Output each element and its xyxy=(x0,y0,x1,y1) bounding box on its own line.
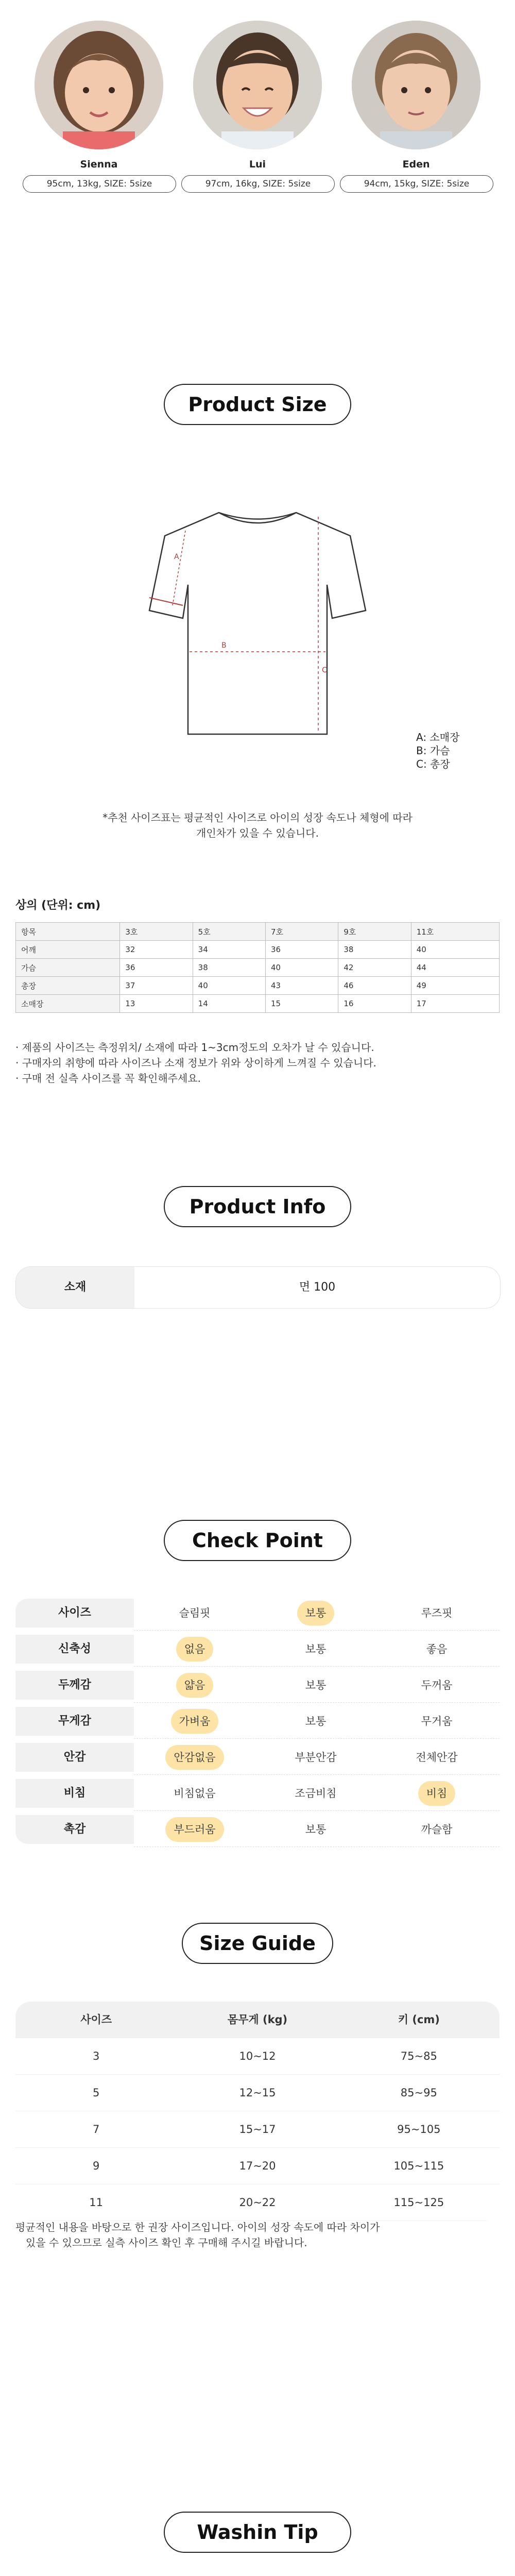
header-cell: 키 (cm) xyxy=(398,2013,440,2026)
check-point-option xyxy=(376,1635,497,1664)
model-measurements: 94cm, 15kg, SIZE: 5size xyxy=(340,175,493,193)
header-cell: 7호 xyxy=(266,923,338,941)
check-point-option xyxy=(376,1815,497,1844)
table-cell: 17~20 xyxy=(239,2160,276,2172)
table-cell: 32 xyxy=(120,941,193,959)
check-point-option xyxy=(134,1599,255,1628)
check-point-label: 무게감 xyxy=(15,1707,134,1736)
model-sienna xyxy=(35,21,163,193)
check-point-option xyxy=(255,1743,376,1772)
label-b: B xyxy=(221,641,227,650)
check-point-label: 촉감 xyxy=(15,1815,134,1844)
header-cell: 3호 xyxy=(120,923,193,941)
option-text: 좋음 xyxy=(426,1643,448,1655)
row-label: 총장 xyxy=(16,977,120,995)
table-cell: 15~17 xyxy=(239,2123,276,2136)
table-cell: 7 xyxy=(92,2123,100,2136)
check-point-option xyxy=(376,1599,497,1628)
check-point-grid xyxy=(15,1595,500,1847)
table-cell: 38 xyxy=(338,941,411,959)
check-point-option xyxy=(255,1779,376,1808)
option-text: 루즈핏 xyxy=(421,1607,453,1619)
table-cell: 14 xyxy=(193,995,265,1013)
header-cell: 사이즈 xyxy=(80,2013,112,2026)
model-name: Eden xyxy=(402,159,430,170)
table-cell: 85~95 xyxy=(400,2087,437,2099)
size-guide-note xyxy=(15,2219,500,2250)
legend-a: A: 소매장 xyxy=(416,731,460,743)
table-cell: 16 xyxy=(338,995,411,1013)
label-a: A xyxy=(174,553,179,561)
option-text: 비침없음 xyxy=(174,1787,216,1800)
model-measurements: 97cm, 16kg, SIZE: 5size xyxy=(181,175,335,193)
table-cell: 42 xyxy=(338,959,411,977)
table-cell: 46 xyxy=(338,977,411,995)
note-line: 개인차가 있을 수 있습니다. xyxy=(196,827,319,839)
selected-option: 부드러움 xyxy=(165,1817,224,1842)
table-row xyxy=(15,2075,500,2111)
row-label: 가슴 xyxy=(16,959,120,977)
material-label: 소재 xyxy=(16,1267,134,1308)
table-cell: 20~22 xyxy=(239,2196,276,2209)
table-cell: 5 xyxy=(92,2087,100,2099)
legend-c: C: 총장 xyxy=(416,758,450,770)
check-point-option xyxy=(134,1635,255,1664)
option-text: 전체안감 xyxy=(416,1751,458,1764)
table-row xyxy=(15,2038,500,2075)
size-notes xyxy=(15,1040,500,1086)
selected-option: 가벼움 xyxy=(171,1709,219,1734)
model-name: Sienna xyxy=(80,159,118,170)
check-point-option xyxy=(376,1707,497,1736)
table-cell: 38 xyxy=(193,959,265,977)
table-cell: 15 xyxy=(266,995,338,1013)
model-photo xyxy=(193,21,322,149)
model-lui xyxy=(193,21,322,193)
table-cell: 95~105 xyxy=(397,2123,441,2136)
selected-option: 보통 xyxy=(297,1601,335,1625)
check-point-option xyxy=(255,1671,376,1700)
table-cell: 105~115 xyxy=(393,2160,444,2172)
table-cell: 34 xyxy=(193,941,265,959)
legend-b: B: 가슴 xyxy=(416,744,450,757)
note-item: · 구매 전 실측 사이즈를 꼭 확인해주세요. xyxy=(15,1071,500,1086)
table-cell: 40 xyxy=(411,941,499,959)
note-line: *추천 사이즈표는 평균적인 사이즈로 아이의 성장 속도나 체형에 따라 xyxy=(102,811,413,824)
table-cell: 11 xyxy=(89,2196,104,2209)
header-cell: 5호 xyxy=(193,923,265,941)
check-point-option xyxy=(376,1743,497,1772)
table-row xyxy=(16,959,500,977)
table-cell: 12~15 xyxy=(239,2087,276,2099)
check-point-label: 신축성 xyxy=(15,1635,134,1664)
check-point-label: 비침 xyxy=(15,1779,134,1808)
header-cell: 몸무게 (kg) xyxy=(227,2013,288,2026)
check-point-label: 사이즈 xyxy=(15,1599,134,1628)
table-cell: 3 xyxy=(92,2050,100,2062)
check-point-label: 안감 xyxy=(15,1743,134,1772)
model-measurements: 95cm, 13kg, SIZE: 5size xyxy=(23,175,176,193)
selected-option: 안감없음 xyxy=(165,1745,224,1770)
check-point-option xyxy=(255,1815,376,1844)
option-text: 조금비침 xyxy=(295,1787,337,1800)
row-label: 어깨 xyxy=(16,941,120,959)
check-point-row xyxy=(15,1739,500,1775)
option-text: 두꺼움 xyxy=(421,1679,453,1691)
table-cell: 37 xyxy=(120,977,193,995)
check-point-option xyxy=(376,1671,497,1700)
check-point-option xyxy=(134,1779,255,1808)
table-cell: 36 xyxy=(120,959,193,977)
header-cell: 11호 xyxy=(411,923,499,941)
header-cell: 항목 xyxy=(16,923,120,941)
row-divider xyxy=(134,1846,500,1847)
check-point-option xyxy=(134,1707,255,1736)
option-text: 슬림핏 xyxy=(179,1607,211,1619)
table-cell: 75~85 xyxy=(400,2050,437,2062)
model-photo xyxy=(352,21,480,149)
size-guide-table xyxy=(15,2002,500,2221)
option-text: 보통 xyxy=(305,1715,327,1727)
label-c: C xyxy=(322,666,327,674)
table-row xyxy=(15,2148,500,2184)
check-point-row xyxy=(15,1595,500,1631)
size-table-caption: 상의 (단위: cm) xyxy=(15,899,101,912)
section-title-product-info: Product Info xyxy=(164,1186,351,1227)
note-item: · 구매자의 취향에 따라 사이즈나 소재 정보가 위와 상이하게 느껴질 수 있습니다. xyxy=(15,1055,500,1071)
section-title-size-guide: Size Guide xyxy=(182,1923,333,1964)
check-point-option xyxy=(255,1635,376,1664)
material-value: 면 100 xyxy=(299,1281,336,1294)
check-point-row xyxy=(15,1631,500,1667)
check-point-row xyxy=(15,1703,500,1739)
option-text: 보통 xyxy=(305,1643,327,1655)
material-info-row xyxy=(15,1266,501,1309)
selected-option: 비침 xyxy=(418,1781,456,1806)
option-text: 보통 xyxy=(305,1679,327,1691)
table-cell: 17 xyxy=(411,995,499,1013)
selected-option: 얇음 xyxy=(176,1673,214,1698)
check-point-option xyxy=(134,1743,255,1772)
table-row xyxy=(16,977,500,995)
table-cell: 10~12 xyxy=(239,2050,276,2062)
section-title-check-point: Check Point xyxy=(164,1520,351,1561)
table-row xyxy=(16,995,500,1013)
check-point-option xyxy=(134,1671,255,1700)
option-text: 부분안감 xyxy=(295,1751,337,1764)
table-cell: 115~125 xyxy=(393,2196,444,2209)
option-text: 까슬함 xyxy=(421,1823,453,1836)
option-text: 보통 xyxy=(305,1823,327,1836)
table-cell: 40 xyxy=(266,959,338,977)
model-name: Lui xyxy=(249,159,266,170)
table-cell: 44 xyxy=(411,959,499,977)
tshirt-size-diagram xyxy=(129,502,386,744)
model-eden xyxy=(352,21,480,193)
table-cell: 36 xyxy=(266,941,338,959)
check-point-row xyxy=(15,1811,500,1847)
table-header-row xyxy=(16,923,500,941)
section-title-product-size: Product Size xyxy=(164,384,351,425)
table-row xyxy=(16,941,500,959)
selected-option: 없음 xyxy=(176,1637,214,1662)
check-point-row xyxy=(15,1667,500,1703)
section-title-washing-tip: Washin Tip xyxy=(164,2512,351,2553)
size-chart-table xyxy=(15,922,500,1013)
check-point-option xyxy=(255,1599,376,1628)
size-recommendation-note xyxy=(0,810,515,841)
table-cell: 40 xyxy=(193,977,265,995)
table-row xyxy=(15,2111,500,2148)
check-point-row xyxy=(15,1775,500,1811)
model-photo xyxy=(35,21,163,149)
table-cell: 13 xyxy=(120,995,193,1013)
table-row xyxy=(15,2184,500,2221)
check-point-option xyxy=(255,1707,376,1736)
table-cell: 49 xyxy=(411,977,499,995)
check-point-label: 두께감 xyxy=(15,1671,134,1700)
measurement-legend xyxy=(416,731,459,771)
note-line: 있을 수 있으므로 실측 사이즈 확인 후 구매해 주시길 바랍니다. xyxy=(26,2236,307,2249)
note-item: · 제품의 사이즈는 측정위치/ 소재에 따라 1~3cm정도의 오차가 날 수 있습니다. xyxy=(15,1040,500,1055)
check-point-option xyxy=(134,1815,255,1844)
row-label: 소매장 xyxy=(16,995,120,1013)
table-cell: 43 xyxy=(266,977,338,995)
header-cell: 9호 xyxy=(338,923,411,941)
table-header-row xyxy=(15,2002,500,2038)
check-point-option xyxy=(376,1779,497,1808)
table-cell: 9 xyxy=(92,2160,100,2172)
option-text: 무거움 xyxy=(421,1715,453,1727)
note-line: 평균적인 내용을 바탕으로 한 권장 사이즈입니다. 아이의 성장 속도에 따라 차이가 xyxy=(15,2221,380,2233)
